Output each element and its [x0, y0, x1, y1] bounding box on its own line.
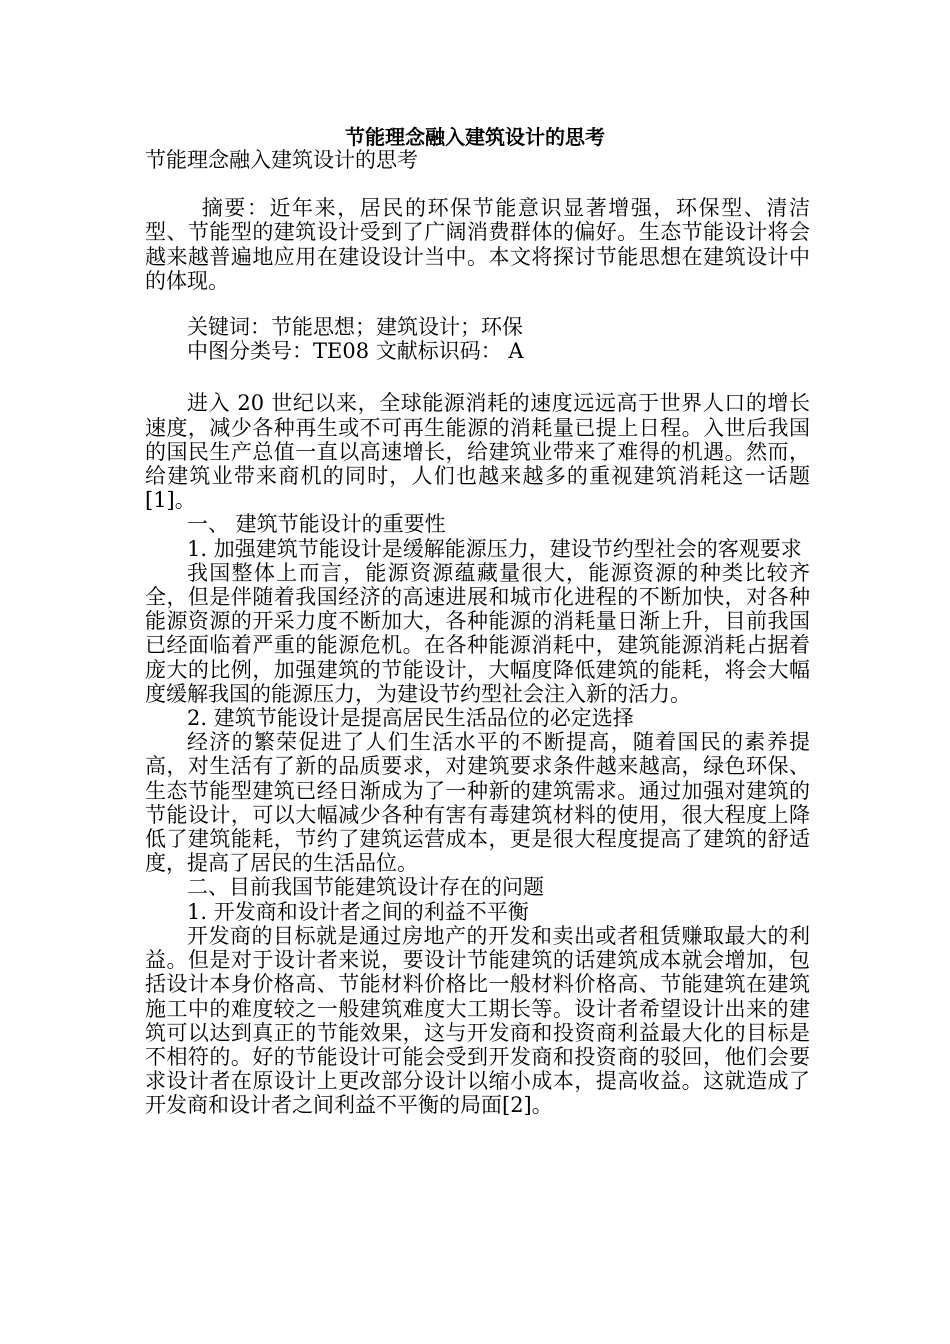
keywords-line: 关键词：节能思想；建筑设计；环保 [187, 315, 523, 340]
subtitle: 节能理念融入建筑设计的思考 [145, 148, 418, 172]
subsection-heading-2-1: 1. 开发商和设计者之间的利益不平衡 [187, 899, 529, 924]
document-title: 节能理念融入建筑设计的思考 [345, 125, 605, 149]
section-heading-2: 二、目前我国节能建筑设计存在的问题 [187, 875, 544, 900]
classification-line: 中图分类号：TE08 文献标识码： A [187, 339, 524, 364]
body-paragraph-2-1: 开发商的目标就是通过房地产的开发和卖出或者租赁赚取最大的利益。但是对于设计者来说，要设计节能建筑的话建筑成本就会增加，包括设计本身价格高、节能材料价格比一般材料价格高、节能建筑在建筑施工中的难度较之一般建筑难度大工期长等。设计者希望设计出来的建筑可以达到真正的节能效果，这与开发商和投资商利益最大化的目标是不相符的。好的节能设计可能会受到开发商和投资商的驳回，他们会要求设计者在原设计上更改部分设计以缩小成本，提高收益。这就造成了开发商和设计者之间利益不平衡的局面[2]。 [145, 923, 810, 1118]
body-paragraph-1-1: 我国整体上而言，能源资源蕴藏量很大，能源资源的种类比较齐全，但是伴随着我国经济的高速进展和城市化进程的不断加快，对各种能源资源的开采力度不断加大，各种能源的消耗量日渐上升，目前我国已经面临着严重的能源危机。在各种能源消耗中，建筑能源消耗占据着庞大的比例，加强建筑的节能设计，大幅度降低建筑的能耗，将会大幅度缓解我国的能源压力，为建设节约型社会注入新的活力。 [145, 560, 810, 706]
abstract-paragraph: 摘要：近年来，居民的环保节能意识显著增强，环保型、清洁型、节能型的建筑设计受到了广阔消费群体的偏好。生态节能设计将会越来越普遍地应用在建设设计当中。本文将探讨节能思想在建筑设计中的体现。 [145, 196, 810, 293]
document-body [145, 148, 810, 1118]
intro-paragraph: 进入 20 世纪以来，全球能源消耗的速度远远高于世界人口的增长速度，减少各种再生或不可再生能源的消耗量已提上日程。入世后我国的国民生产总值一直以高速增长，给建筑业带来了难得的机遇。然而，给建筑业带来商机的同时，人们也越来越多的重视建筑消耗这一话题[1]。 [145, 391, 810, 513]
body-paragraph-1-2: 经济的繁荣促进了人们生活水平的不断提高，随着国民的素养提高，对生活有了新的品质要求，对建筑要求条件越来越高，绿色环保、生态节能型建筑已经日渐成为了一种新的建筑需求。通过加强对建筑的节能设计，可以大幅减少各种有害有毒建筑材料的使用，很大程度上降低了建筑能耗，节约了建筑运营成本，更是很大程度提高了建筑的舒适度，提高了居民的生活品位。 [145, 730, 810, 876]
subsection-heading-1-1: 1. 加强建筑节能设计是缓解能源压力，建设节约型社会的客观要求 [187, 536, 802, 561]
subsection-heading-1-2: 2. 建筑节能设计是提高居民生活品位的必定选择 [187, 706, 634, 731]
section-heading-1: 一、 建筑节能设计的重要性 [187, 512, 446, 537]
